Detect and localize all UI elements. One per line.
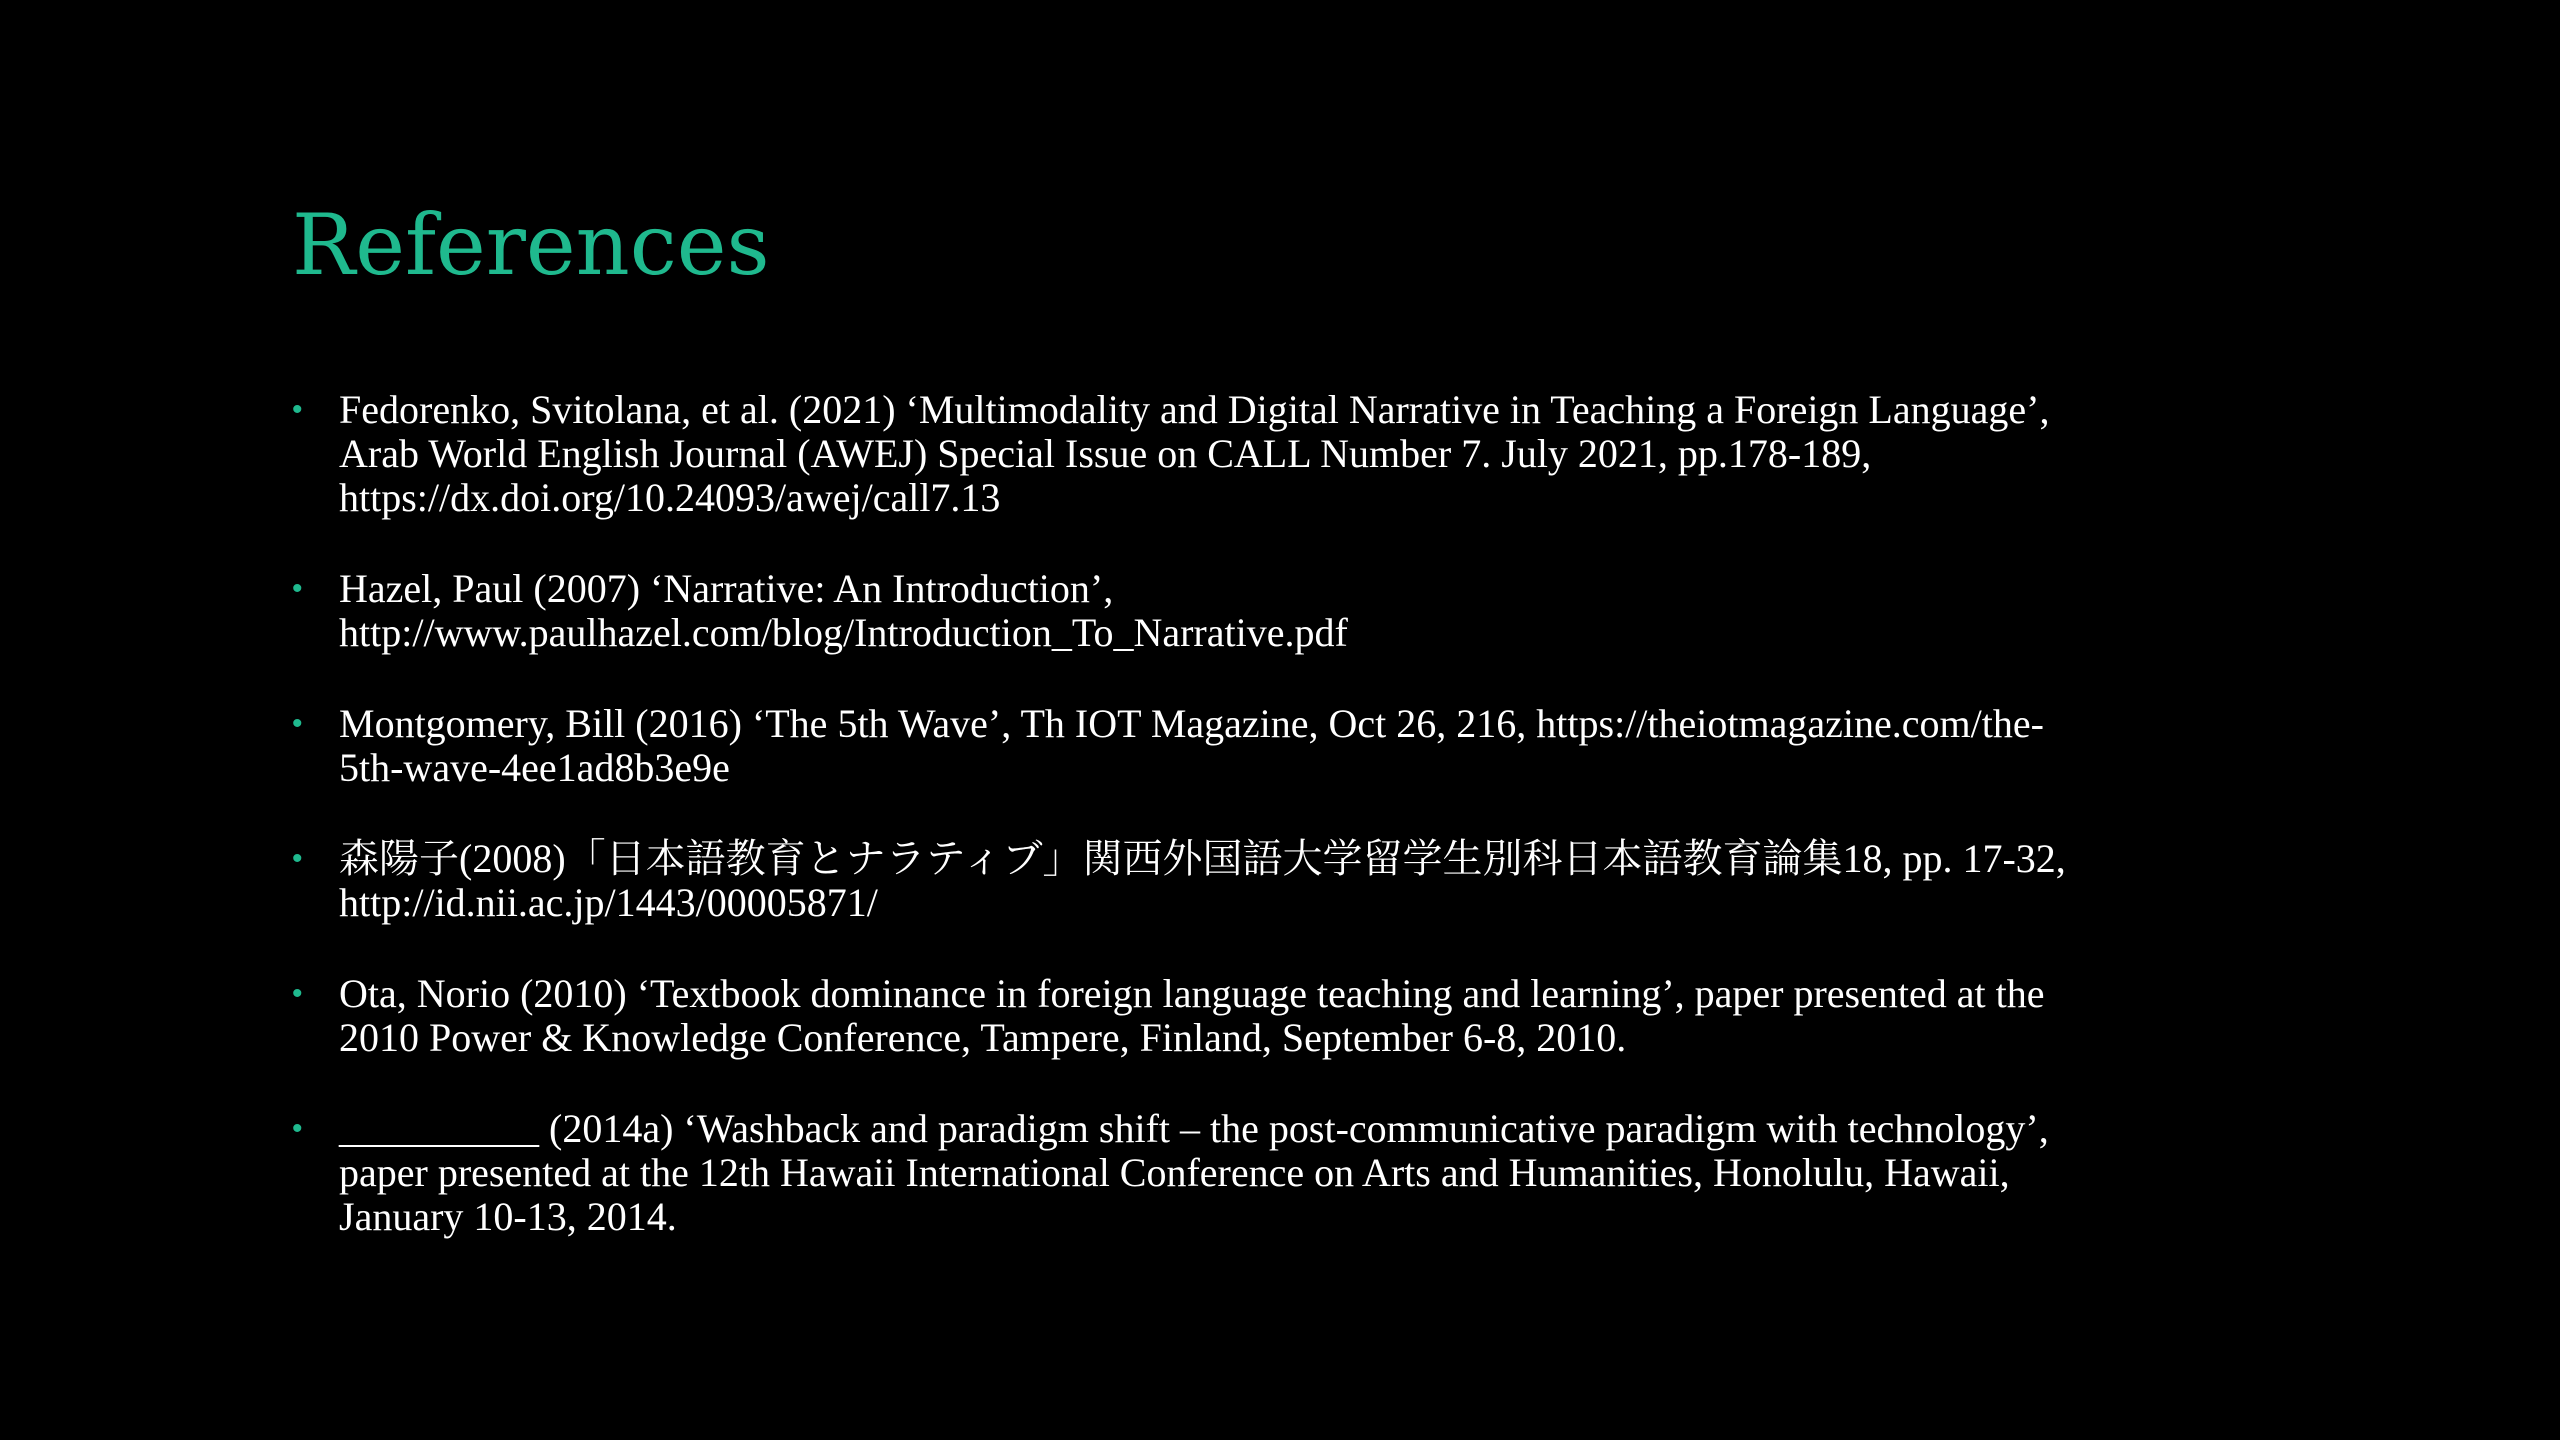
bullet-icon: •	[292, 842, 303, 875]
bullet-icon: •	[292, 977, 303, 1010]
bullet-icon: •	[292, 707, 303, 740]
bullet-icon: •	[292, 572, 303, 605]
bullet-icon: •	[292, 393, 303, 426]
reference-item	[292, 1107, 2252, 1239]
reference-line: Hazel, Paul (2007) ‘Narrative: An Introduction’,	[339, 566, 1114, 611]
reference-item	[292, 567, 2252, 655]
reference-line: 5th-wave-4ee1ad8b3e9e	[339, 745, 730, 790]
reference-line: __________ (2014a) ‘Washback and paradigm shift – the post-communicative paradigm with technology’,	[339, 1106, 2049, 1151]
reference-item	[292, 972, 2252, 1060]
reference-line: 森陽子(2008)「日本語教育とナラティブ」関西外国語大学留学生別科日本語教育論集18, pp. 17-32,	[339, 836, 2066, 881]
reference-line: paper presented at the 12th Hawaii International Conference on Arts and Humanities, Honolulu, Hawaii,	[339, 1150, 2010, 1195]
reference-line: http://id.nii.ac.jp/1443/00005871/	[339, 880, 878, 925]
bullet-icon: •	[292, 1112, 303, 1145]
reference-line: Ota, Norio (2010) ‘Textbook dominance in foreign language teaching and learning’, paper presented at the	[339, 971, 2045, 1016]
reference-line: Montgomery, Bill (2016) ‘The 5th Wave’, Th IOT Magazine, Oct 26, 216, https://theiotmagazine.com/the-	[339, 701, 2044, 746]
reference-line: https://dx.doi.org/10.24093/awej/call7.13	[339, 475, 1001, 520]
reference-line: Arab World English Journal (AWEJ) Special Issue on CALL Number 7. July 2021, pp.178-189,	[339, 431, 1872, 476]
reference-item	[292, 837, 2252, 925]
reference-line: Fedorenko, Svitolana, et al. (2021) ‘Multimodality and Digital Narrative in Teaching a Foreign Language’,	[339, 387, 2050, 432]
reference-line: http://www.paulhazel.com/blog/Introduction_To_Narrative.pdf	[339, 610, 1348, 655]
reference-item	[292, 388, 2252, 520]
references-list	[292, 388, 2252, 1286]
slide-title: References	[292, 196, 770, 294]
reference-item	[292, 702, 2252, 790]
reference-line: January 10-13, 2014.	[339, 1194, 677, 1239]
reference-line: 2010 Power & Knowledge Conference, Tampere, Finland, September 6-8, 2010.	[339, 1015, 1627, 1060]
